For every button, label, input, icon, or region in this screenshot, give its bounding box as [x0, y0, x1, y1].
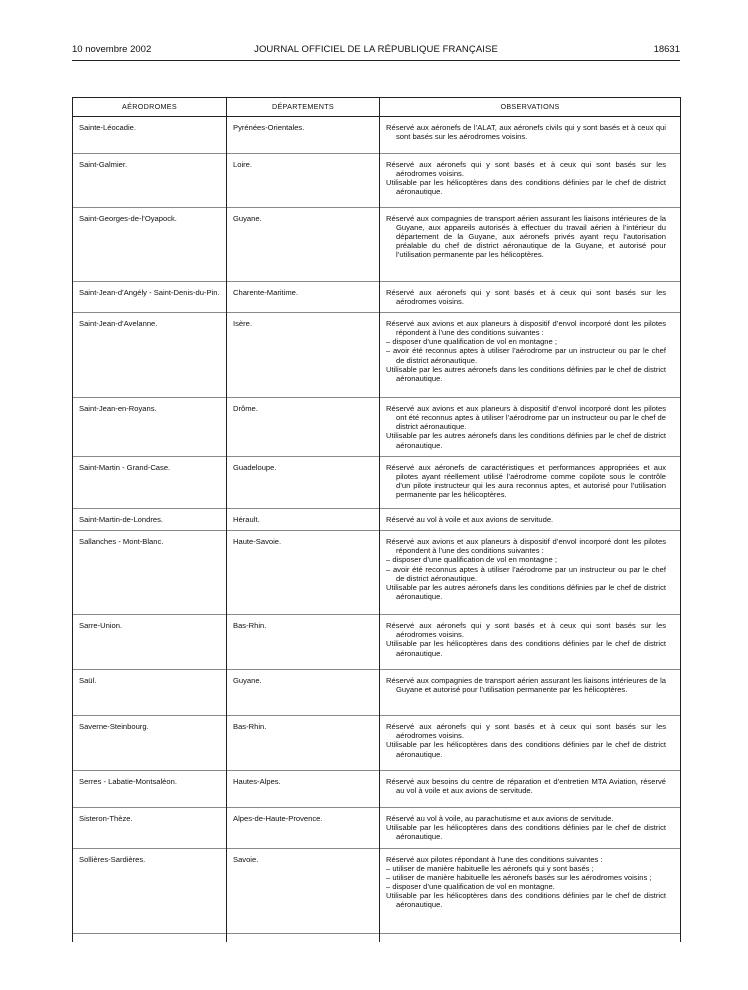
observation-paragraph: – utiliser de manière habituelle les aéronefs qui y sont basés ;	[386, 863, 594, 873]
aerodrome-cell: Sarre-Union.	[73, 615, 227, 670]
departement-cell: Bas-Rhin.	[227, 615, 380, 670]
aerodrome-cell: Saint-Martin - Grand-Case.	[73, 457, 227, 509]
observation-paragraph: Réservé aux pilotes répondant à l’une des conditions suivantes :	[386, 854, 603, 864]
column-header-aerodromes: AÉRODROMES	[73, 98, 227, 117]
table-row	[73, 771, 681, 808]
table-continuation-row	[73, 933, 681, 942]
table-row	[73, 808, 681, 848]
observation-paragraph: – disposer d’une qualification de vol en montagne ;	[386, 337, 557, 347]
observation-paragraph: – disposer d’une qualification de vol en montagne ;	[386, 555, 557, 565]
observation-paragraph: Réservé aux avions et aux planeurs à dispositif d’envol incorporé dont les pilotes répondent à l’une des conditions suivantes :	[386, 537, 666, 556]
departement-cell: Charente-Maritime.	[227, 282, 380, 313]
observations-cell	[380, 670, 681, 716]
departement-cell: Hérault.	[227, 509, 380, 531]
header-title: JOURNAL OFFICIEL DE LA RÉPUBLIQUE FRANÇAISE	[254, 44, 498, 55]
observation-paragraph: – disposer d’une qualification de vol en montagne.	[386, 881, 555, 891]
observation-paragraph: Réservé aux aéronefs qui y sont basés et à ceux qui sont basés sur les aérodromes voisins.	[386, 288, 666, 307]
table-row	[73, 670, 681, 716]
empty-cell	[380, 933, 681, 942]
observation-paragraph: Utilisable par les hélicoptères dans des conditions définies par le chef de district aéronautique.	[386, 823, 666, 842]
table-row	[73, 398, 681, 457]
observations-cell	[380, 282, 681, 313]
departement-cell: Alpes-de-Haute-Provence.	[227, 808, 380, 848]
observation-paragraph: Utilisable par les hélicoptères dans des conditions définies par le chef de district aéronautique.	[386, 178, 666, 197]
departement-cell: Guyane.	[227, 670, 380, 716]
observation-paragraph: Réservé aux avions et aux planeurs à dispositif d’envol incorporé dont les pilotes ont été reconnus aptes à utiliser l’aérodrome par un instructeur ou par le chef de district aéronautique.	[386, 404, 666, 432]
observation-paragraph: Réservé aux compagnies de transport aérien assurant les liaisons intérieures de la Guyane et autorisé pour l’utilisation permanente par les hélicoptères.	[386, 676, 666, 695]
column-header-observations: OBSERVATIONS	[380, 98, 681, 117]
departement-cell: Isère.	[227, 313, 380, 398]
table-row	[73, 615, 681, 670]
table-body	[73, 117, 681, 943]
observation-paragraph: Réservé aux aéronefs qui y sont basés et à ceux qui sont basés sur les aérodromes voisins.	[386, 621, 666, 640]
header-rule	[72, 60, 680, 61]
departement-cell: Haute-Savoie.	[227, 531, 380, 615]
observations-cell	[380, 154, 681, 208]
observation-paragraph: Réservé aux aéronefs de caractéristiques et performances appropriées et aux pilotes ayant réellement utilisé l’aérodrome comme copilote sous le contrôle d’un pilote instructeur qui les aura reconnus aptes, et autorisé pour l’utilisation permanente par les hélicoptères.	[386, 463, 666, 500]
observations-cell	[380, 716, 681, 771]
observation-paragraph: Réservé aux besoins du centre de réparation et d’entretien MTA Aviation, réservé au vol à voile et aux avions de servitude.	[386, 777, 666, 796]
aerodrome-cell: Sollières-Sardières.	[73, 848, 227, 933]
observations-cell	[380, 117, 681, 154]
observation-paragraph: Réservé aux aéronefs qui y sont basés et à ceux qui sont basés sur les aérodromes voisins.	[386, 722, 666, 741]
aerodrome-cell: Saint-Jean-en-Royans.	[73, 398, 227, 457]
departement-cell: Hautes-Alpes.	[227, 771, 380, 808]
observation-paragraph: Utilisable par les hélicoptères dans des conditions définies par le chef de district aéronautique.	[386, 740, 666, 759]
observation-paragraph: Utilisable par les autres aéronefs dans les conditions définies par le chef de district aéronautique.	[386, 431, 666, 450]
table-row	[73, 509, 681, 531]
departement-cell: Bas-Rhin.	[227, 716, 380, 771]
aerodrome-cell: Saint-Galmier.	[73, 154, 227, 208]
observations-cell	[380, 398, 681, 457]
departement-cell: Savoie.	[227, 848, 380, 933]
observation-paragraph: – avoir été reconnus aptes à utiliser l’aérodrome par un instructeur ou par le chef de district aéronautique.	[386, 346, 666, 365]
observations-cell	[380, 615, 681, 670]
table-row	[73, 716, 681, 771]
departement-cell: Drôme.	[227, 398, 380, 457]
aerodrome-cell: Sisteron-Thèze.	[73, 808, 227, 848]
observations-cell	[380, 771, 681, 808]
observation-paragraph: Utilisable par les autres aéronefs dans les conditions définies par le chef de district aéronautique.	[386, 364, 666, 383]
observations-cell	[380, 208, 681, 282]
empty-cell	[227, 933, 380, 942]
observations-cell	[380, 531, 681, 615]
aerodrome-cell: Saint-Georges-de-l’Oyapock.	[73, 208, 227, 282]
aerodrome-cell: Saint-Martin-de-Londres.	[73, 509, 227, 531]
departement-cell: Loire.	[227, 154, 380, 208]
departement-cell: Guyane.	[227, 208, 380, 282]
aerodrome-cell: Serres - Labatie-Montsaléon.	[73, 771, 227, 808]
observation-paragraph: Utilisable par les autres aéronefs dans les conditions définies par le chef de district aéronautique.	[386, 582, 666, 601]
observation-paragraph: Réservé au vol à voile, au parachutisme et aux avions de servitude.	[386, 814, 614, 824]
table-row	[73, 282, 681, 313]
table-row	[73, 313, 681, 398]
header-date: 10 novembre 2002	[72, 44, 152, 55]
table-header-row	[73, 98, 681, 117]
aerodromes-table	[72, 97, 681, 942]
observations-cell	[380, 808, 681, 848]
table-row	[73, 848, 681, 933]
observation-paragraph: Réservé aux aéronefs qui y sont basés et à ceux qui sont basés sur les aérodromes voisins.	[386, 160, 666, 179]
observations-cell	[380, 457, 681, 509]
observations-cell	[380, 848, 681, 933]
aerodrome-cell: Saverne-Steinbourg.	[73, 716, 227, 771]
column-header-departements: DÉPARTEMENTS	[227, 98, 380, 117]
observation-paragraph: Réservé aux aéronefs de l’ALAT, aux aéronefs civils qui y sont basés et à ceux qui sont basés sur les aérodromes voisins.	[386, 123, 666, 142]
page-header	[72, 44, 680, 58]
departement-cell: Pyrénées-Orientales.	[227, 117, 380, 154]
observation-paragraph: – utiliser de manière habituelle les aéronefs basés sur les aérodromes voisins ;	[386, 872, 652, 882]
table-row	[73, 457, 681, 509]
observation-paragraph: Réservé aux avions et aux planeurs à dispositif d’envol incorporé dont les pilotes répondent à l’une des conditions suivantes :	[386, 319, 666, 338]
aerodrome-cell: Saint-Jean-d’Avelanne.	[73, 313, 227, 398]
table-row	[73, 117, 681, 154]
observation-paragraph: Réservé aux compagnies de transport aérien assurant les liaisons intérieures de la Guyane, aux appareils autorisés à effectuer du travail aérien à l’intérieur du département de la Guyane, aux aéronefs privés ayant reçu l’autorisation préalable du chef de district aéronautique de la Guyane, et autorisé pour l’utilisation permanente par les hélicoptères.	[386, 214, 666, 260]
observations-cell	[380, 509, 681, 531]
aerodrome-cell: Saint-Jean-d’Angély - Saint-Denis-du-Pin.	[73, 282, 227, 313]
departement-cell: Guadeloupe.	[227, 457, 380, 509]
empty-cell	[73, 933, 227, 942]
table-row	[73, 154, 681, 208]
table-row	[73, 531, 681, 615]
table-row	[73, 208, 681, 282]
observation-paragraph: Réservé au vol à voile et aux avions de servitude.	[386, 515, 554, 525]
aerodrome-cell: Sallanches - Mont-Blanc.	[73, 531, 227, 615]
aerodrome-cell: Saül.	[73, 670, 227, 716]
observations-cell	[380, 313, 681, 398]
observation-paragraph: Utilisable par les hélicoptères dans des conditions définies par le chef de district aéronautique.	[386, 639, 666, 658]
aerodrome-cell: Sainte-Léocadie.	[73, 117, 227, 154]
header-page-number: 18631	[653, 44, 680, 55]
observation-paragraph: – avoir été reconnus aptes à utiliser l’aérodrome par un instructeur ou par le chef de district aéronautique.	[386, 564, 666, 583]
observation-paragraph: Utilisable par les hélicoptères dans des conditions définies par le chef de district aéronautique.	[386, 890, 666, 910]
